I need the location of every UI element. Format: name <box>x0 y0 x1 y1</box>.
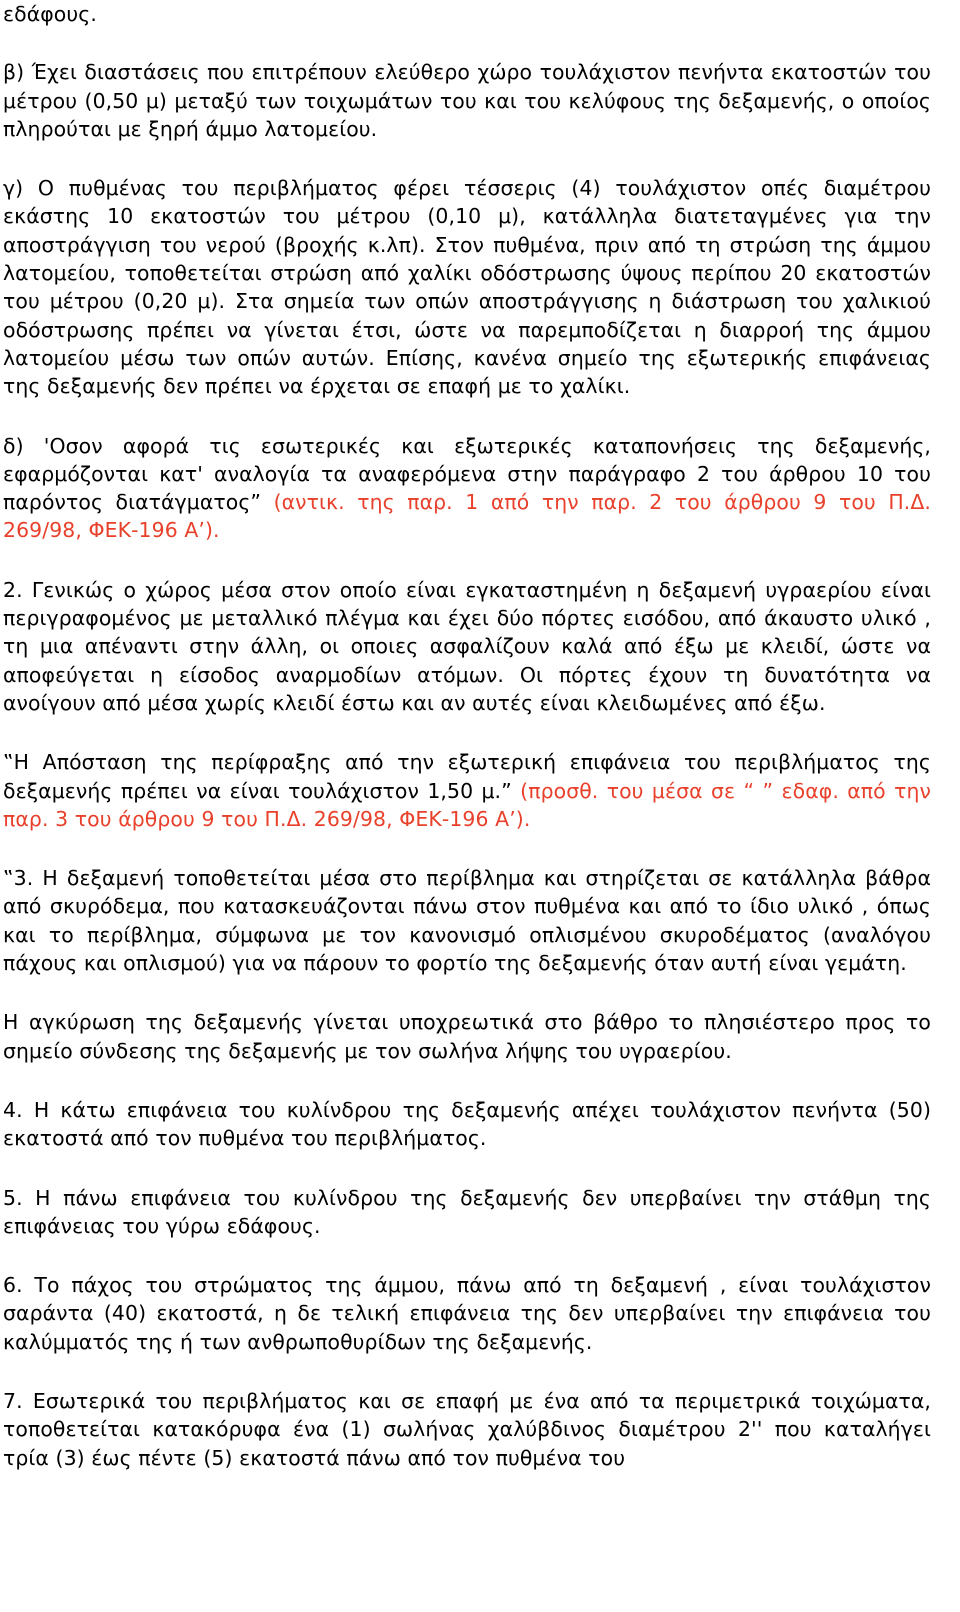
paragraph-continuation <box>3 0 931 28</box>
paragraph-text: 6. Το πάχος του στρώματος της άμμου, πάνω από τη δεξαμενή , είναι τουλάχιστον σαράντα (40) εκατοστά, η δε τελική επιφάνεια της δεν υπερβαίνει την επιφάνεια του καλύμματός της ή των ανθρωποθυρίδων της δεξαμενής. <box>3 1273 931 1354</box>
paragraph-anchoring <box>3 1008 931 1065</box>
paragraph-text: β) Έχει διαστάσεις που επιτρέπουν ελεύθερο χώρο τουλάχιστον πενήντα εκατοστών του μέτρου (0,50 μ) μεταξύ των τοιχωμάτων του και του κελύφους της δεξαμενής, ο οποίος πληρούται με ξηρή άμμο λατομείου. <box>3 60 931 141</box>
paragraph-2 <box>3 576 931 717</box>
paragraph-5 <box>3 1184 931 1241</box>
paragraph-text: 5. Η πάνω επιφάνεια του κυλίνδρου της δεξαμενής δεν υπερβαίνει την στάθμη της επιφάνειας του γύρω εδάφους. <box>3 1185 931 1238</box>
paragraph-text: 7. Εσωτερικά του περιβλήματος και σε επαφή με ένα από τα περιμετρικά τοιχώματα, τοποθετείται κατακόρυφα ένα (1) σωλήνας χαλύβδινος διαμέτρου 2'' που καταλήγει τρία (3) έως πέντε (5) εκατοστά πάνω από τον πυθμένα του <box>3 1388 931 1470</box>
paragraph-6 <box>3 1271 931 1356</box>
paragraph-text: εδάφους. <box>3 2 97 26</box>
paragraph-text: γ) Ο πυθμένας του περιβλήματος φέρει τέσσερις (4) τουλάχιστον οπές διαμέτρου εκάστης 10 εκατοστών του μέτρου (0,10 μ), κατάλληλα διατεταγμένες για την αποστράγγιση του νερού (βροχής κ.λπ). Στον πυθμένα, πριν από τη στρώση της άμμου λατομείου, τοποθετείται στρώση από χαλίκι οδόστρωσης ύψους περίπου 20 εκατοστών του μέτρου (0,20 μ). Στα σημεία των οπών αποστράγγισης η διάστρωση του χαλικιού οδόστρωσης πρέπει να γίνεται έτσι, ώστε να παρεμποδίζεται η διαρροή της άμμου λατομείου μέσω των οπών αυτών. Επίσης, κανένα σημείο της εξωτερικής επιφάνειας της δεξαμενής δεν πρέπει να έρχεται σε επαφή με το χαλίκι. <box>3 176 931 399</box>
paragraph-b <box>3 58 931 143</box>
amendment-note: (αντικ. της παρ. 1 από την παρ. 2 του άρθρου 9 του Π.Δ. 269/98, ΦΕΚ-196 Α’). <box>3 490 931 543</box>
paragraph-text: 4. Η κάτω επιφάνεια του κυλίνδρου της δεξαμενής απέχει τουλάχιστον πενήντα (50) εκατοστά από τον πυθμένα του περιβλήματος. <box>3 1097 931 1151</box>
paragraph-text: 2. Γενικώς ο χώρος μέσα στον οποίο είναι εγκαταστημένη η δεξαμενή υγραερίου είναι περιγραφομένος με μεταλλικό πλέγμα και έχει δύο πόρτες εισόδου, από άκαυστο υλικό , τη μια απέναντι στην άλλη, οι οποιες ασφαλίζουν καλά από έξω με κλειδί, ώστε να αποφεύγεται η είσοδος αναρμοδίων ατόμων. Οι πόρτες έχουν τη δυνατότητα να ανοίγουν από μέσα χωρίς κλειδί έστω και αν αυτές είναι κλειδωμένες από έξω. <box>3 577 931 715</box>
paragraph-7 <box>3 1387 931 1472</box>
paragraph-text: Η αγκύρωση της δεξαμενής γίνεται υποχρεωτικά στο βάθρο το πλησιέστερο προς το σημείο σύνδεσης της δεξαμενής με τον σωλήνα λήψης του υγραερίου. <box>3 1010 931 1063</box>
paragraph-c <box>3 174 931 400</box>
amendment-note: (προσθ. του μέσα σε “ ” εδαφ. από την παρ. 3 του άρθρου 9 του Π.Δ. 269/98, ΦΕΚ-196 Α’). <box>3 778 931 831</box>
paragraph-3 <box>3 864 931 977</box>
document-page <box>3 0 931 1503</box>
paragraph-d <box>3 432 931 545</box>
paragraph-text: δ) 'Οσον αφορά τις εσωτερικές και εξωτερικές καταπονήσεις της δεξαμενής, εφαρμόζονται κατ' αναλογία τα αναφερόμενα στην παράγραφο 2 του άρθρου 10 του παρόντος διατάγματος” <box>3 433 931 515</box>
paragraph-fence-distance <box>3 748 931 833</box>
paragraph-4 <box>3 1096 931 1153</box>
paragraph-text: ‟3. Η δεξαμενή τοποθετείται μέσα στο περίβλημα και στηρίζεται σε κατάλληλα βάθρα από σκυρόδεμα, που κατασκευάζονται πάνω στον πυθμένα και από το ίδιο υλικό , όπως και το περίβλημα, σύμφωνα με τον κανονισμό οπλισμένου σκυροδέματος (αναλόγου πάχους και οπλισμού) για να πάρουν το φορτίο της δεξαμενής όταν αυτή είναι γεμάτη. <box>3 866 931 976</box>
paragraph-text: ‟Η Απόσταση της περίφραξης από την εξωτερική επιφάνεια του περιβλήματος της δεξαμενής πρέπει να είναι τουλάχιστον 1,50 μ.” <box>3 750 931 803</box>
